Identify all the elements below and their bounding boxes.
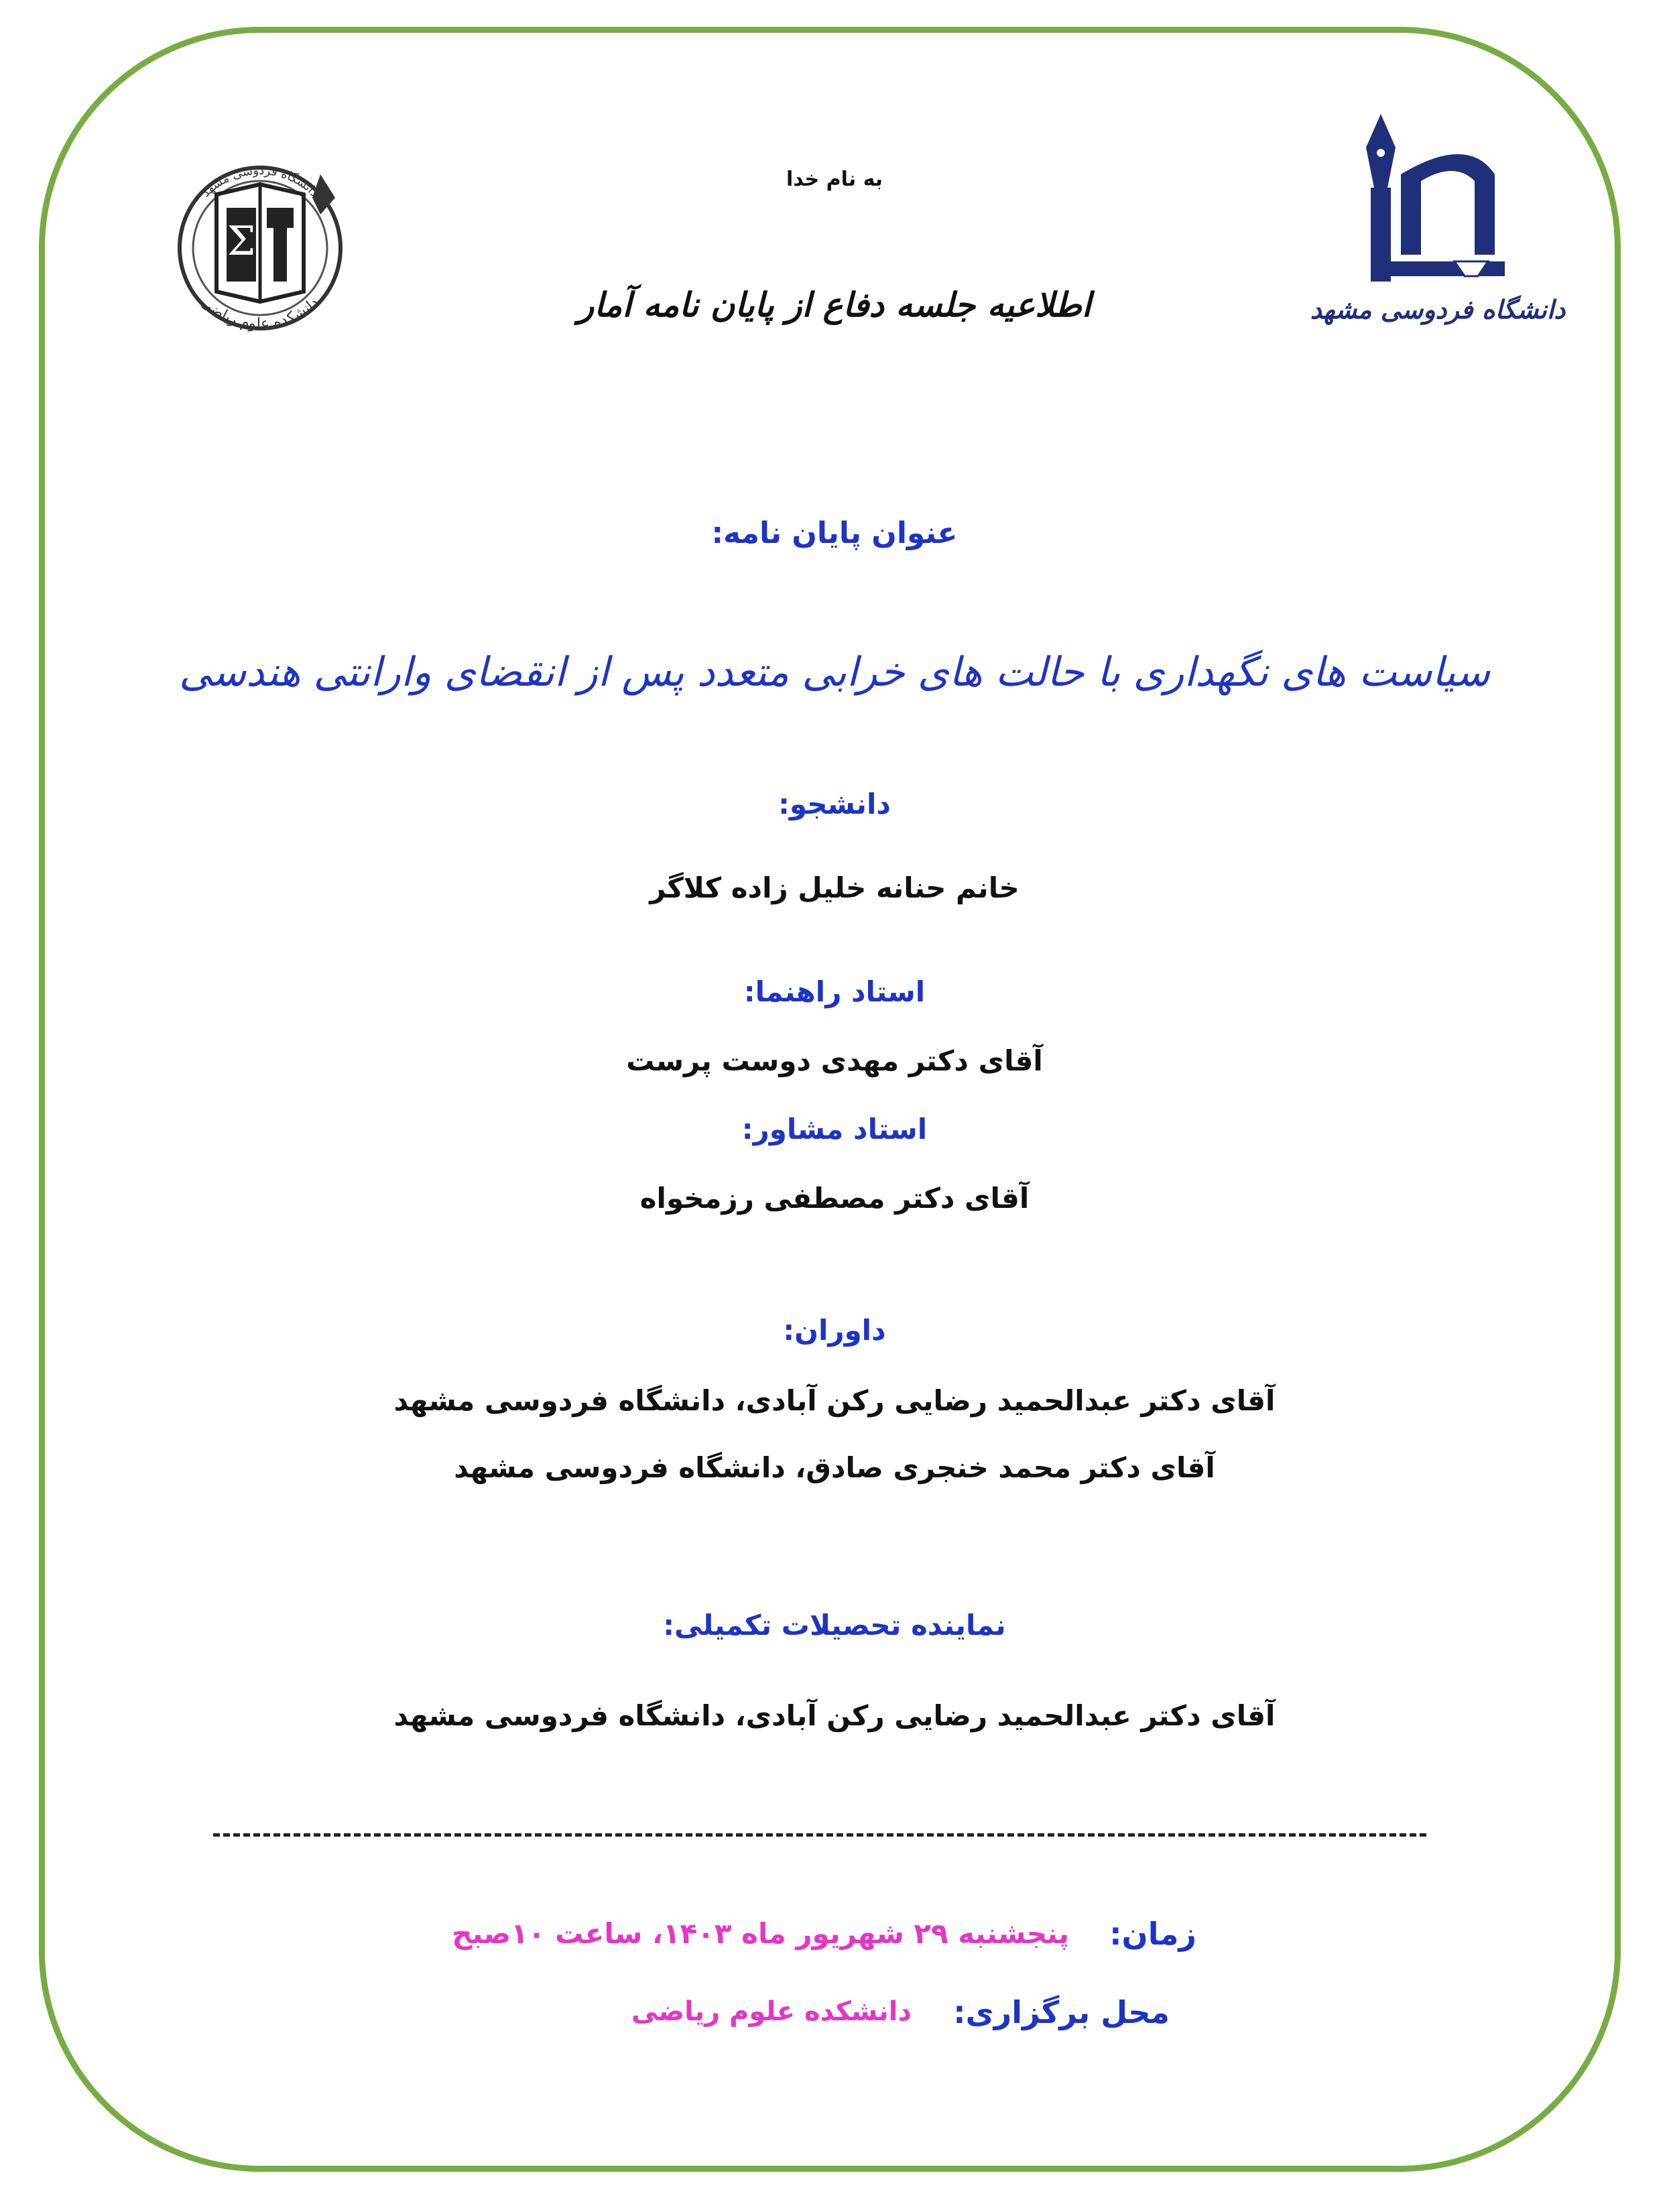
graduate-rep-name: آقای دکتر عبدالحمید رضایی رکن آبادی، دانشگاه فردوسی مشهد (393, 1699, 1276, 1732)
advisor-label: استاد مشاور: (741, 1113, 928, 1146)
supervisor-label: استاد راهنما: (743, 975, 926, 1008)
referee-name: آقای دکتر محمد خنجری صادق، دانشگاه فردوسی مشهد (454, 1451, 1215, 1484)
logo-left-caption: دانشکده علوم ریاضی (198, 294, 322, 333)
supervisor-name: آقای دکتر مهدی دوست پرست (626, 1044, 1043, 1077)
logo-right-caption: دانشگاه فردوسی مشهد (1310, 294, 1566, 324)
announcement-title: اطلاعیه جلسه دفاع از پایان نامه آمار (578, 285, 1091, 324)
divider-dashed-line (213, 1833, 1426, 1837)
student-name: خانم حنانه خلیل زاده کلاگر (650, 871, 1019, 904)
logo-left-top-text: دانشگاه فردوسی مشهد (198, 163, 322, 200)
venue-label: محل برگزاری: (953, 1994, 1170, 2030)
thesis-title: سیاست های نگهداری با حالت های خرابی متعدد پس از انقضای وارانتی هندسی (178, 649, 1491, 696)
thesis-title-label: عنوان پایان نامه: (711, 516, 958, 550)
referee-name: آقای دکتر عبدالحمید رضایی رکن آبادی، دانشگاه فردوسی مشهد (393, 1384, 1276, 1417)
bismillah-text: به نام خدا (786, 168, 883, 191)
svg-text:Σ: Σ (227, 218, 256, 265)
graduate-rep-label: نماینده تحصیلات تکمیلی: (663, 1609, 1006, 1642)
venue-value: دانشکده علوم ریاضی (631, 1996, 912, 2027)
advisor-name: آقای دکتر مصطفی رزمخواه (639, 1182, 1030, 1215)
referees-label: داوران: (783, 1314, 886, 1347)
student-label: دانشجو: (778, 788, 891, 820)
time-value: پنجشنبه ۲۹ شهریور ماه ۱۴۰۳، ساعت ۱۰صبح (452, 1917, 1069, 1950)
time-label: زمان: (1109, 1916, 1196, 1952)
